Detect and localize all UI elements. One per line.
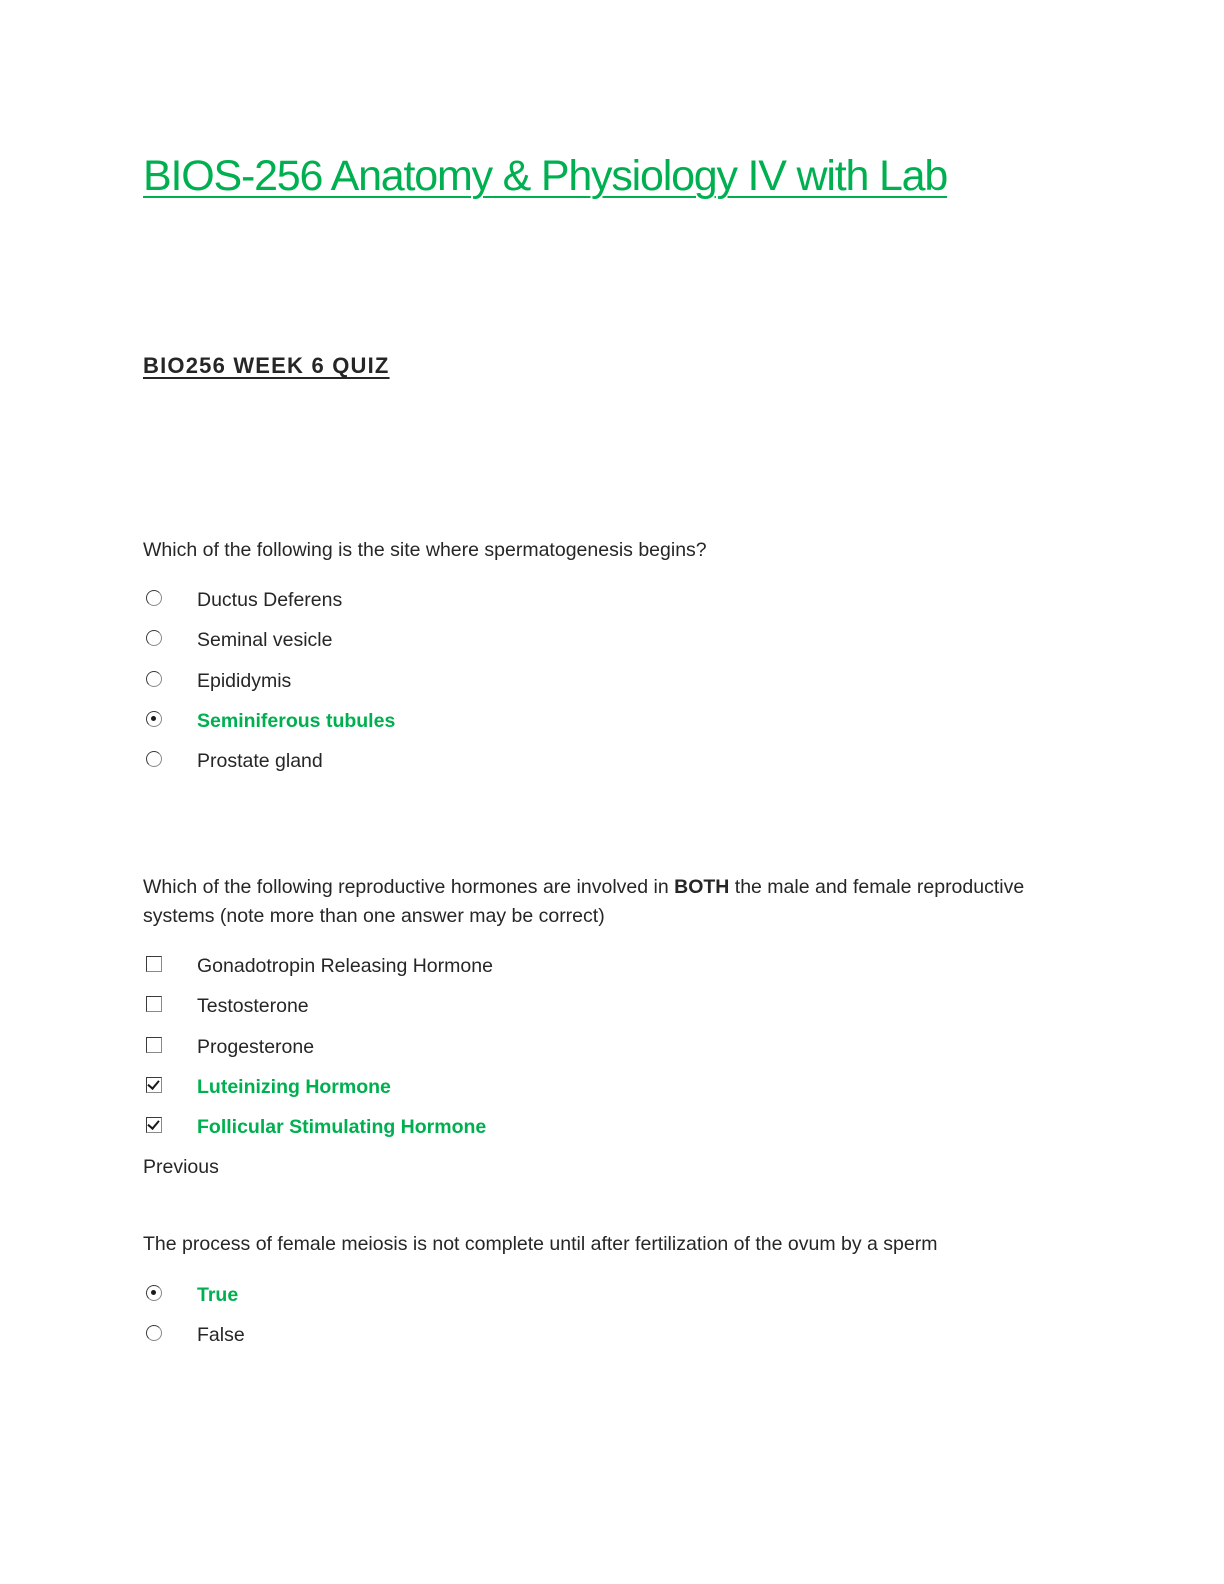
checkbox[interactable] (146, 996, 162, 1012)
document-title: BIOS-256 Anatomy & Physiology IV with Lab (143, 152, 948, 200)
option-label: Progesterone (197, 1035, 315, 1058)
question-1-text: Which of the following is the site where spermatogenesis begins? (143, 539, 707, 561)
option-label-correct: Luteinizing Hormone (197, 1075, 391, 1098)
radio-button[interactable] (146, 1325, 162, 1341)
quiz-title: BIO256 WEEK 6 QUIZ (143, 353, 390, 378)
radio-button[interactable] (146, 630, 162, 646)
option-label: Epididymis (197, 669, 292, 692)
radio-button-selected[interactable] (146, 711, 162, 727)
option-label: Ductus Deferens (197, 589, 343, 611)
option-label: Prostate gland (197, 750, 323, 773)
option-label: Seminal vesicle (197, 629, 333, 652)
option-label: Gonadotropin Releasing Hormone (197, 955, 493, 977)
option-label: False (197, 1324, 245, 1347)
option-label-correct: True (197, 1284, 239, 1306)
option-label-correct: Seminiferous tubules (197, 709, 396, 732)
checkbox[interactable] (146, 1037, 162, 1053)
radio-button[interactable] (146, 751, 162, 767)
question-2-text-end: the male and female reproductive systems (note more than one answer may be correct) (143, 876, 1025, 927)
option-label-correct: Follicular Stimulating Hormone (197, 1116, 487, 1139)
radio-button[interactable] (146, 590, 162, 606)
question-3-text: The process of female meiosis is not complete until after fertilization of the ovum by a sperm (143, 1233, 938, 1255)
radio-button[interactable] (146, 671, 162, 687)
option-label: Testosterone (197, 995, 309, 1018)
radio-button-selected[interactable] (146, 1285, 162, 1301)
previous-link[interactable]: Previous (143, 1156, 219, 1178)
checkbox-checked[interactable] (146, 1077, 162, 1093)
question-2-emphasis: BOTH (674, 876, 730, 898)
question-2-text (143, 873, 1063, 931)
question-2-text-start: Which of the following reproductive hormones are involved in (143, 876, 675, 898)
checkbox-checked[interactable] (146, 1117, 162, 1133)
checkbox[interactable] (146, 956, 162, 972)
